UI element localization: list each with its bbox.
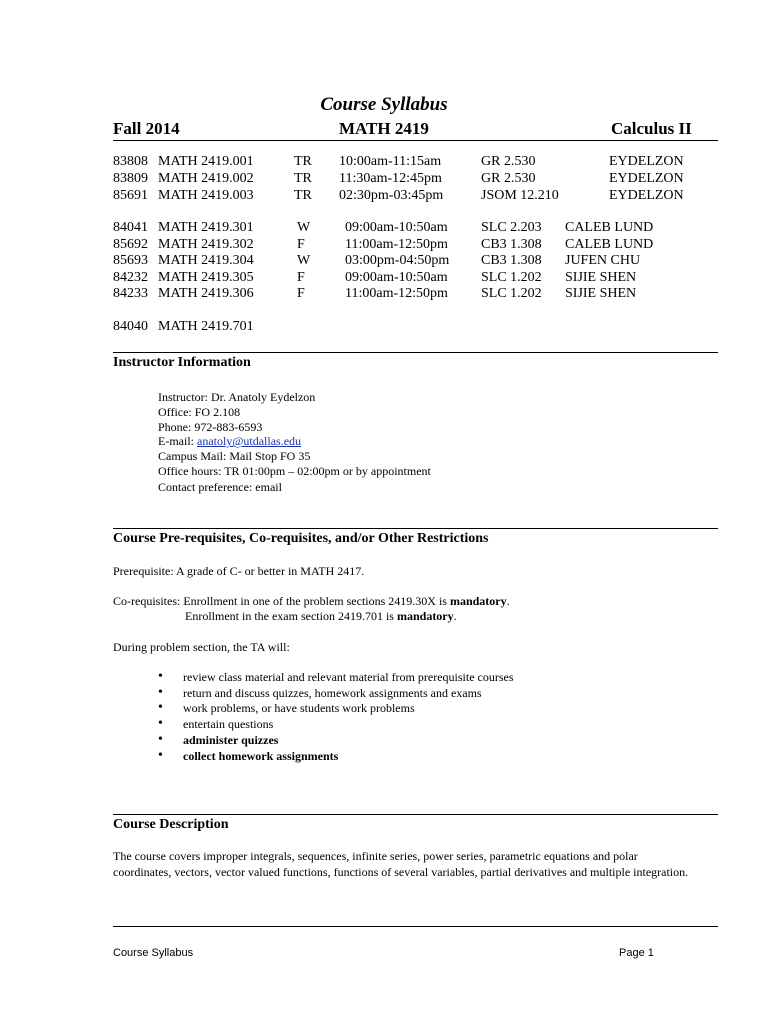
bullet-icon: • (158, 732, 163, 747)
crn: 84233 (113, 286, 148, 301)
instructor-name: Instructor: Dr. Anatoly Eydelzon (158, 390, 316, 404)
time: 11:30am-12:45pm (339, 171, 442, 186)
footer-title: Course Syllabus (113, 947, 194, 959)
list-item (0, 686, 768, 702)
instructor: SIJIE SHEN (565, 286, 637, 301)
room: SLC 1.202 (481, 286, 542, 301)
time: 10:00am-11:15am (339, 154, 442, 169)
room: GR 2.530 (481, 171, 536, 186)
bullet-icon: • (158, 748, 163, 763)
section-divider (113, 528, 718, 529)
coreq-text: Co-requisites: Enrollment in one of the problem sections 2419.30X is (113, 594, 450, 608)
instructor-email (158, 434, 301, 449)
coreq-suffix: . (453, 609, 457, 623)
instructor: CALEB LUND (565, 220, 654, 235)
crn: 83808 (113, 154, 148, 169)
list-item (0, 733, 768, 749)
room: CB3 1.308 (481, 253, 542, 268)
room: SLC 1.202 (481, 270, 542, 285)
list-item (0, 749, 768, 765)
list-item-text: work problems, or have students work problems (183, 701, 415, 715)
crn: 85692 (113, 237, 148, 252)
section-row (0, 220, 768, 237)
prereq-heading: Course Pre-requisites, Co-requisites, and/or Other Restrictions (113, 531, 489, 546)
bullet-icon: • (158, 669, 163, 684)
days: F (297, 270, 305, 285)
bullet-icon: • (158, 716, 163, 731)
campus-mail: Campus Mail: Mail Stop FO 35 (158, 449, 311, 463)
contact-preference: Contact preference: email (158, 480, 282, 494)
section-number: MATH 2419.302 (158, 237, 254, 252)
coreq-suffix: . (506, 594, 510, 608)
section-row (0, 171, 768, 188)
coreq-text: Enrollment in the exam section 2419.701 is (185, 609, 397, 623)
list-item-text: collect homework assignments (183, 749, 339, 763)
days: W (297, 220, 311, 235)
section-number: MATH 2419.301 (158, 220, 254, 235)
section-divider (113, 352, 718, 353)
instructor-office: Office: FO 2.108 (158, 405, 241, 419)
description-heading: Course Description (113, 817, 229, 832)
coreq-mandatory: mandatory (449, 594, 507, 608)
time: 09:00am-10:50am (345, 220, 448, 235)
section-number: MATH 2419.001 (158, 154, 254, 169)
crn: 84041 (113, 220, 148, 235)
description-line-1: The course covers improper integrals, sequences, infinite series, power series, parametric equations and polar (113, 849, 638, 863)
description-line-2: coordinates, vectors, vector valued functions, functions of several variables, partial derivatives and multiple integration. (113, 865, 689, 879)
room: GR 2.530 (481, 154, 536, 169)
list-item-text: return and discuss quizzes, homework assignments and exams (183, 686, 482, 700)
list-item-text: administer quizzes (183, 733, 279, 747)
course-name: Calculus II (611, 119, 692, 138)
section-number: MATH 2419.003 (158, 188, 254, 203)
crn: 83809 (113, 171, 148, 186)
email-label: E-mail: (158, 434, 197, 448)
instructor: SIJIE SHEN (565, 270, 637, 285)
days: F (297, 286, 305, 301)
section-row (0, 253, 768, 270)
coreq-mandatory: mandatory (396, 609, 454, 623)
section-row (0, 286, 768, 303)
time: 03:00pm-04:50pm (345, 253, 450, 268)
time: 02:30pm-03:45pm (339, 188, 444, 203)
section-number: MATH 2419.306 (158, 286, 254, 301)
days: TR (294, 188, 312, 203)
time: 09:00am-10:50am (345, 270, 448, 285)
course-code: MATH 2419 (339, 119, 429, 138)
syllabus-title: Course Syllabus (320, 94, 448, 115)
bullet-icon: • (158, 700, 163, 715)
time: 11:00am-12:50pm (345, 286, 448, 301)
section-row (0, 188, 768, 205)
section-row (0, 237, 768, 254)
room: CB3 1.308 (481, 237, 542, 252)
section-divider (113, 814, 718, 815)
section-number: MATH 2419.701 (158, 319, 254, 334)
crn: 84040 (113, 319, 148, 334)
page-number: Page 1 (619, 947, 654, 959)
section-number: MATH 2419.002 (158, 171, 254, 186)
list-item-text: entertain questions (183, 717, 274, 731)
instructor: CALEB LUND (565, 237, 654, 252)
section-number: MATH 2419.304 (158, 253, 254, 268)
list-item (0, 701, 768, 717)
instructor: EYDELZON (609, 171, 684, 186)
days: W (297, 253, 311, 268)
corequisite-line-1 (113, 594, 510, 609)
days: TR (294, 154, 312, 169)
crn: 85691 (113, 188, 148, 203)
email-link[interactable]: anatoly@utdallas.edu (197, 434, 302, 448)
corequisite-line-2 (185, 609, 457, 624)
room: JSOM 12.210 (481, 188, 559, 203)
term-label: Fall 2014 (113, 119, 180, 138)
prerequisite-text: Prerequisite: A grade of C- or better in MATH 2417. (113, 564, 365, 578)
ta-intro: During problem section, the TA will: (113, 640, 290, 654)
list-item (0, 717, 768, 733)
header-rule (113, 140, 718, 141)
instructor: EYDELZON (609, 154, 684, 169)
section-row (0, 154, 768, 171)
days: F (297, 237, 305, 252)
days: TR (294, 171, 312, 186)
footer-rule (113, 926, 718, 927)
exam-section-row (0, 319, 768, 336)
list-item (0, 670, 768, 686)
instructor: EYDELZON (609, 188, 684, 203)
crn: 85693 (113, 253, 148, 268)
crn: 84232 (113, 270, 148, 285)
instructor: JUFEN CHU (565, 253, 641, 268)
instructor-info-heading: Instructor Information (113, 355, 251, 370)
time: 11:00am-12:50pm (345, 237, 448, 252)
office-hours: Office hours: TR 01:00pm – 02:00pm or by appointment (158, 464, 431, 478)
bullet-icon: • (158, 685, 163, 700)
instructor-phone: Phone: 972-883-6593 (158, 420, 263, 434)
list-item-text: review class material and relevant material from prerequisite courses (183, 670, 514, 684)
room: SLC 2.203 (481, 220, 542, 235)
section-number: MATH 2419.305 (158, 270, 254, 285)
section-row (0, 270, 768, 287)
